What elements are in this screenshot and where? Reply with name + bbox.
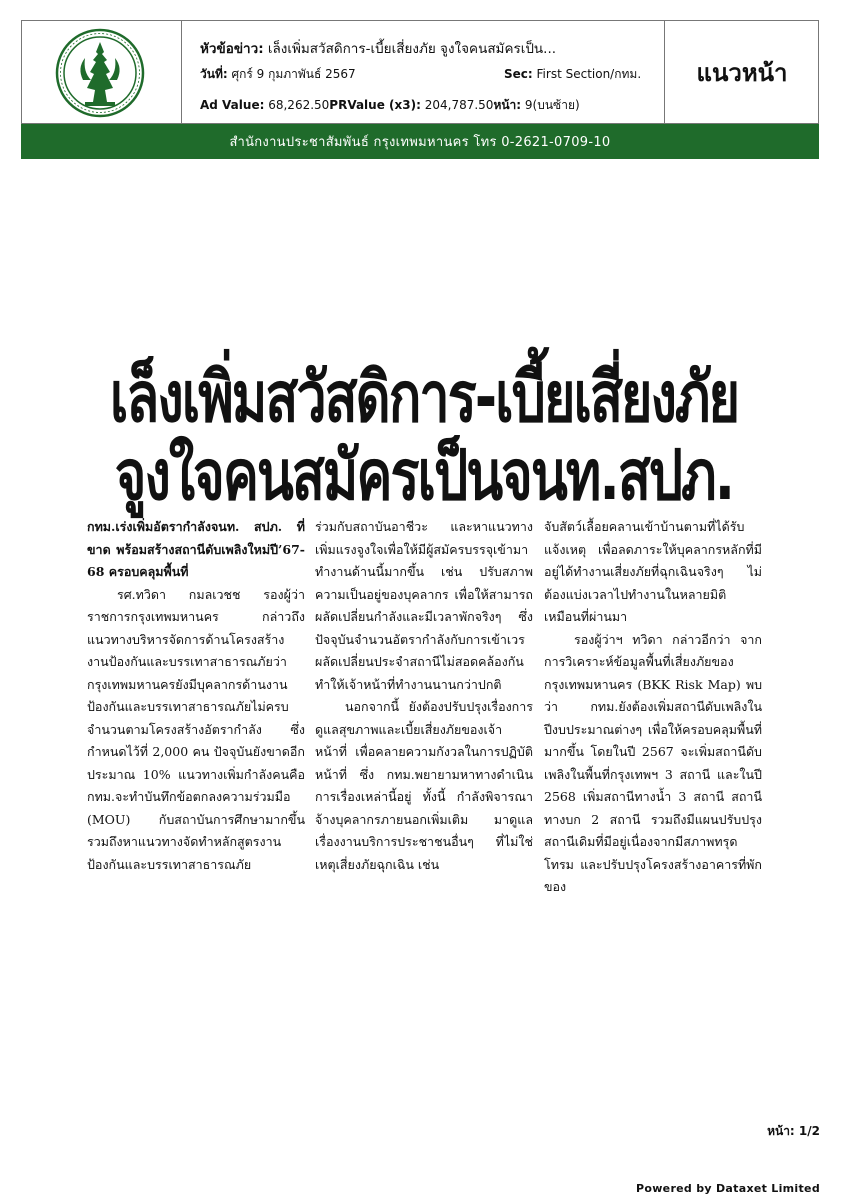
- date-value: ศุกร์ 9 กุมภาพันธ์ 2567: [231, 67, 356, 81]
- article-column-3: [544, 516, 762, 899]
- article-column-2: [315, 516, 533, 876]
- ad-value-label: Ad Value:: [200, 98, 265, 112]
- clipping-meta: [182, 21, 664, 123]
- sec-label: Sec:: [504, 67, 533, 81]
- article-paragraph: นอกจากนี้ ยังต้องปรับปรุงเรื่องการดูแลสุขภาพและเบี้ยเสี่ยงภัยของเจ้าหน้าที่ เพื่อคลายความกังวลในการปฏิบัติหน้าที่ ซึ่ง กทม.พยายามหาทางดำเนินการเรื่องเหล่านี้อยู่ ทั้งนี้ กำลังพิจารณาจ้างบุคลากรภายนอกเพิ่มเติม มาดูแลเรื่องงานบริการประชาชนอื่นๆ ที่ไม่ใช่เหตุเสี่ยงภัยฉุกเฉิน เช่น: [315, 699, 533, 872]
- sec-row: [504, 65, 641, 84]
- article-lead: กทม.เร่งเพิ่มอัตรากำลังจนท. สปภ. ที่ขาด พร้อมสร้างสถานีดับเพลิงใหม่ปี’67-68 ครอบคลุมพื้นที่: [87, 519, 305, 579]
- article-paragraph: ร่วมกับสถาบันอาชีวะ และหาแนวทางเพิ่มแรงจูงใจเพื่อให้มีผู้สมัครบรรจุเข้ามาทำงานด้านนี้มากขึ้น เช่น ปรับสภาพความเป็นอยู่ของบุคลากร เพื่อให้สามารถผลัดเปลี่ยนกำลังและมีเวลาพักจริงๆ ซึ่งปัจจุบันจำนวนอัตรากำลังกับการเข้าเวรผลัดเปลี่ยนประจำสถานีไม่สอดคล้องกัน ทำให้เจ้าหน้าที่ทำงานนานกว่าปกติ: [315, 519, 533, 692]
- sec-value: First Section/กทม.: [536, 67, 642, 81]
- newspaper-name: แนวหน้า: [696, 58, 788, 87]
- logo-cell: [22, 21, 182, 123]
- value-row: [200, 96, 580, 115]
- date-label: วันที่:: [200, 67, 228, 81]
- date-row: [200, 65, 356, 84]
- section-cell: [664, 21, 819, 123]
- pr-value: 204,787.50: [424, 98, 494, 112]
- article-paragraph: จับสัตว์เลื้อยคลานเข้าบ้านตามที่ได้รับแจ้งเหตุ เพื่อลดภาระให้บุคลากรหลักที่มีอยู่ได้ทำงานเสี่ยงภัยที่ฉุกเฉินจริงๆ ไม่ต้องแบ่งเวลาไปทำงานในหลายมิติเหมือนที่ผ่านมา: [544, 519, 762, 624]
- ad-value: 68,262.50: [268, 98, 330, 112]
- article-headline-line-1: เล็งเพิ่มสวัสดิการ-เบี้ยเสี่ยงภัย: [109, 357, 739, 438]
- agency-banner: สำนักงานประชาสัมพันธ์ กรุงเทพมหานคร โทร 0-2621-0709-10: [21, 124, 819, 159]
- clipping-header: [21, 20, 819, 124]
- article-headline-line-2: จูงใจคนสมัครเป็นจนท.สปภ.: [114, 435, 734, 516]
- headline-label: หัวข้อข่าว:: [200, 41, 264, 57]
- page-value: 9(บนซ้าย): [524, 98, 580, 112]
- article-column-1: [87, 516, 305, 876]
- pr-value-label: PRValue (x3):: [329, 98, 421, 112]
- headline-meta-value: เล็งเพิ่มสวัสดิการ-เบี้ยเสี่ยงภัย จูงใจคนสมัครเป็น...: [267, 41, 557, 57]
- page-indicator: หน้า: 1/2: [767, 1124, 820, 1138]
- article-paragraph: รองผู้ว่าฯ ทวิดา กล่าวอีกว่า จากการวิเคราะห์ข้อมูลพื้นที่เสี่ยงภัยของกรุงเทพมหานคร (BKK Risk Map) พบว่า กทม.ยังต้องเพิ่มสถานีดับเพลิงในปีงบประมาณต่างๆ เพื่อให้ครอบคลุมพื้นที่มากขึ้น โดยในปี 2567 จะเพิ่มสถานีดับเพลิงในพื้นที่กรุงเทพฯ 3 สถานี และในปี 2568 เพิ่มสถานีทางน้ำ 3 สถานี สถานีทางบก 2 สถานี รวมถึงมีแผนปรับปรุงสถานีเดิมที่มีอยู่เนื่องจากมีสภาพทรุดโทรม และปรับปรุงโครงสร้างอาคารที่พักของ: [544, 631, 762, 894]
- page-label: หน้า:: [493, 98, 522, 112]
- headline-meta-row: [200, 37, 556, 59]
- powered-by-footer: Powered by Dataxet Limited: [636, 1182, 820, 1195]
- article-paragraph: รศ.ทวิดา กมลเวชช รองผู้ว่าราชการกรุงเทพมหานคร กล่าวถึงแนวทางบริหารจัดการด้านโครงสร้างงานป้องกันและบรรเทาสาธารณภัยว่า กรุงเทพมหานครยังมีบุคลากรด้านงานป้องกันและบรรเทาสาธารณภัยไม่ครบจำนวนตามโครงสร้างอัตรากำลัง ซึ่งกำหนดไว้ที่ 2,000 คน ปัจจุบันยังขาดอีกประมาณ 10% แนวทางเพิ่มกำลังคนคือ กทม.จะทำบันทึกข้อตกลงความร่วมมือ (MOU) กับสถาบันการศึกษามากขึ้น รวมถึงหาแนวทางจัดทำหลักสูตรงานป้องกันและบรรเทาสาธารณภัย: [87, 586, 305, 872]
- bangkok-seal-logo: [55, 28, 145, 118]
